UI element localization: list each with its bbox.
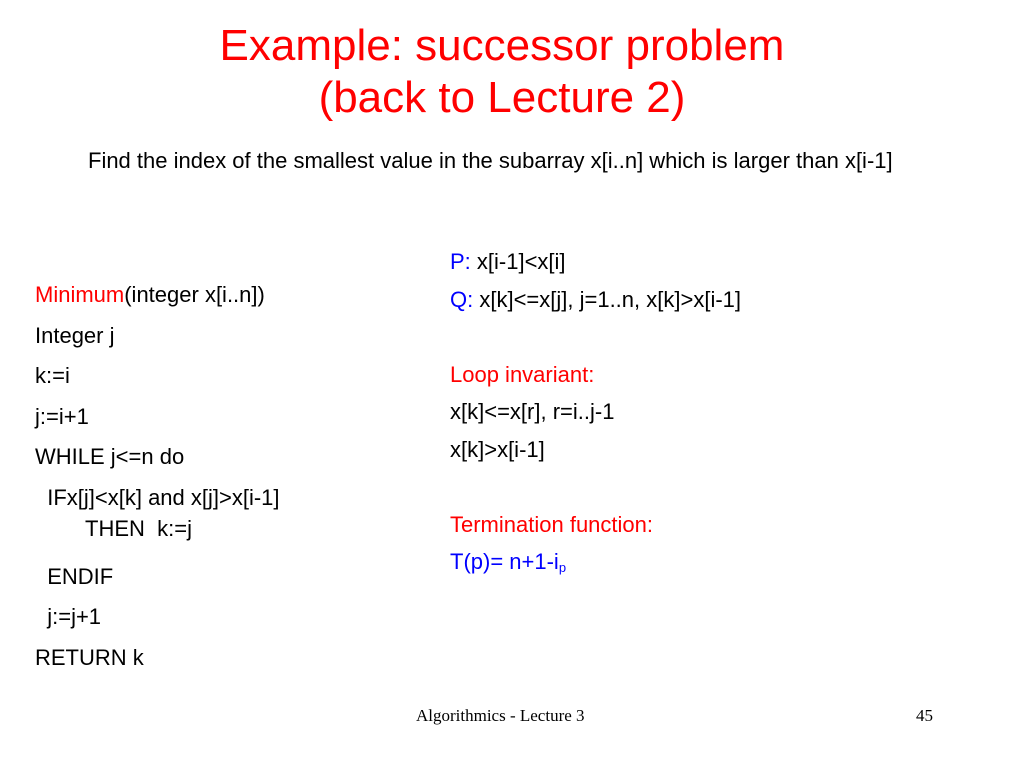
termination-formula [450, 545, 950, 583]
code-line: WHILE j<=n do [35, 444, 185, 469]
termination-heading: Termination function: [450, 511, 653, 537]
slide-title-line-1: Example: successor problem [219, 21, 785, 70]
postcondition-label: Q: [450, 286, 474, 312]
function-name: Minimum [35, 282, 125, 307]
function-args: (integer x[i..n]) [124, 282, 265, 307]
code-line: Integer j [35, 322, 115, 348]
problem-statement: Find the index of the smallest value in the subarray x[i..n] which is larger than x[i-1] [88, 148, 893, 173]
code-line: RETURN k [35, 644, 144, 670]
page-number: 45 [916, 706, 933, 725]
termination-formula-text: T(p)= n+1-i [450, 549, 559, 574]
code-line: k:=i [35, 363, 70, 388]
specification-block [450, 245, 950, 583]
spacer [450, 470, 950, 508]
slide-title-line-2: (back to Lecture 2) [318, 73, 686, 122]
code-then-clause: THEN k:=j [85, 515, 192, 541]
code-if-condition: IFx[j]<x[k] and x[j]>x[i-1] [35, 484, 280, 510]
code-line-if [35, 482, 415, 561]
precondition-text: x[i-1]<x[i] [470, 249, 566, 274]
footer-lecture-label: Algorithmics - Lecture 3 [416, 706, 585, 725]
code-line: j:=i+1 [35, 403, 89, 429]
postcondition-text: x[k]<=x[j], j=1..n, x[k]>x[i-1] [473, 286, 742, 312]
code-signature [35, 279, 415, 320]
slide-title [0, 20, 1004, 124]
loop-invariant-line: x[k]<=x[r], r=i..j-1 [450, 399, 615, 424]
loop-invariant-line: x[k]>x[i-1] [450, 436, 545, 462]
precondition-label: P: [450, 249, 471, 274]
precondition [450, 245, 950, 283]
postcondition [450, 283, 950, 321]
algorithm-code-block [35, 279, 415, 682]
code-line: ENDIF [35, 563, 114, 589]
termination-subscript: p [558, 560, 567, 575]
code-line: j:=j+1 [35, 604, 102, 629]
loop-invariant-heading: Loop invariant: [450, 361, 595, 387]
spacer [450, 320, 950, 358]
